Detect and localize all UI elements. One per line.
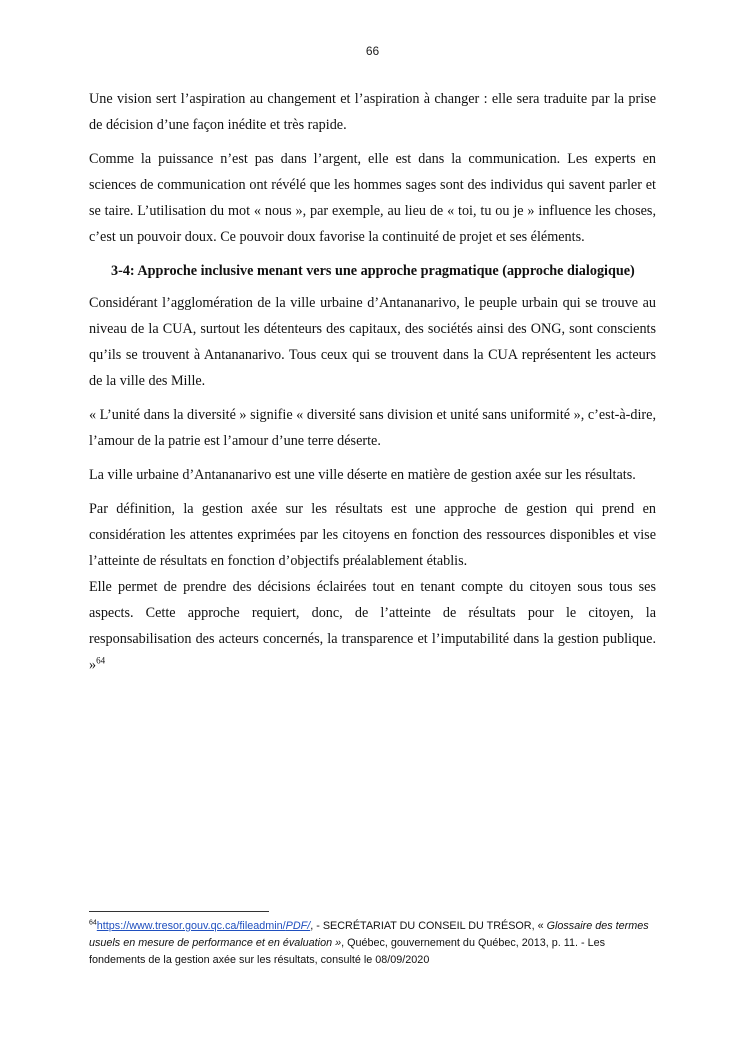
footnote-separator [89,911,269,912]
footnote-link[interactable] [97,920,310,932]
section-heading: 3-4: Approche inclusive menant vers une approche pragmatique (approche dialogique) [111,263,635,279]
footnote-link-text: https://www.tresor.gouv.qc.ca/fileadmin/ [96,920,286,932]
footnote-number: 64 [89,919,97,927]
paragraph-vision: Une vision sert l’aspiration au changement et l’aspiration à changer : elle sera traduite par la prise de décision d’une façon inédite et très rapide. [89,91,656,133]
footnote-text-before-title: , - SECRÉTARIAT DU CONSEIL DU TRÉSOR, « [310,920,547,932]
footnote-reference[interactable]: 64 [96,655,106,666]
footnote-text-after-title: , Québec, gouvernement du Québec, 2013, p. 11. - Les fondements de la gestion axée sur les résultats, consulté le 08/09/2020 [89,937,605,966]
paragraph-unite-diversite: « L’unité dans la diversité » signifie « diversité sans division et unité sans uniformité », c’est-à-dire, l’amour de la patrie est l’amour d’une terre déserte. [89,407,656,449]
paragraph-decisions [89,574,656,678]
footnote-title: Glossaire des termes usuels en mesure de performance et en évaluation » [89,920,649,949]
footnote [89,918,659,969]
paragraph-decisions-text: Elle permet de prendre des décisions éclairées tout en tenant compte du citoyen sous tous ses aspects. Cette approche requiert, donc, de l’atteinte de résultats pour le citoyen, la responsabilisation des acteurs concernés, la transparence et l’imputabilité dans la gestion publique. » [89,579,656,673]
body-text [89,86,656,686]
paragraph-communication: Comme la puissance n’est pas dans l’argent, elle est dans la communication. Les experts en sciences de communication ont révélé que les hommes sages sont des individus qui savent parler et se taire. L’utilisation du mot « nous », par exemple, au lieu de « toi, tu ou je » influence les choses, c’est un pouvoir doux. Ce pouvoir doux favorise la continuité de projet et ses éléments. [89,151,656,245]
paragraph-agglomeration: Considérant l’agglomération de la ville urbaine d’Antananarivo, le peuple urbain qui se trouve au niveau de la CUA, surtout les détenteurs des capitaux, des sociétés ainsi des ONG, sont conscients qu’ils se trouvent à Antananarivo. Tous ceux qui se trouvent dans la CUA représentent les acteurs de la ville des Mille. [89,295,656,389]
paragraph-ville-deserte: La ville urbaine d’Antananarivo est une ville déserte en matière de gestion axée sur les résultats. [89,467,636,483]
page-number: 66 [365,44,380,58]
footnote-link-italic: PDF/ [285,920,311,932]
paragraph-definition: Par définition, la gestion axée sur les résultats est une approche de gestion qui prend en considération les attentes exprimées par les citoyens en fonction des ressources disponibles et vise l’atteinte de résultats en fonction d’objectifs préalablement établis. [89,501,656,569]
